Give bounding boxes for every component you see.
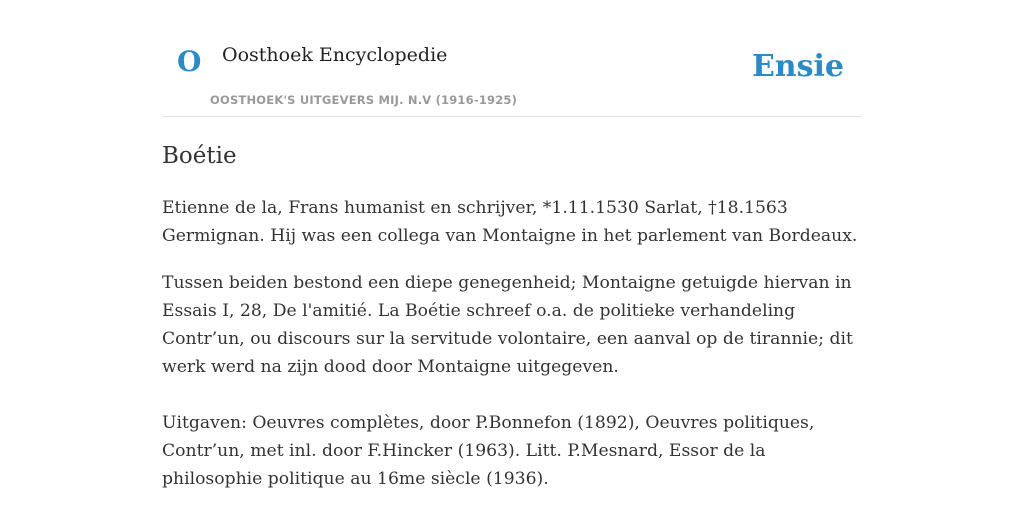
logo-icon[interactable]: O [177,45,202,78]
brand-link[interactable]: Ensie [751,49,844,84]
entry-paragraph: Uitgaven: Oeuvres complètes, door P.Bonnefon (1892), Oeuvres politiques, Contr’un, met inl. door F.Hincker (1963). Litt. P.Mesnard, Essor de la philosophie politique au 16me siècle (1936). [162,413,815,489]
entry-paragraph: Etienne de la, Frans humanist en schrijver, *1.11.1530 Sarlat, †18.1563 Germignan. Hij was een collega van Montaigne in het parlement van Bordeaux. [162,198,858,246]
site-header [162,0,862,117]
site-title[interactable]: Oosthoek Encyclopedie [222,44,448,66]
entry-paragraph: Tussen beiden bestond een diepe genegenheid; Montaigne getuigde hiervan in Essais I, 28, De l'amitié. La Boétie schreef o.a. de politieke verhandeling Contr’un, ou discours sur la servitude volontaire, een aanval op de tirannie; dit werk werd na zijn dood door Montaigne uitgegeven. [162,273,853,377]
entry-title: Boétie [162,143,237,169]
publisher-label: OOSTHOEK'S UITGEVERS MIJ. N.V (1916-1925) [210,93,518,107]
page [162,0,862,493]
